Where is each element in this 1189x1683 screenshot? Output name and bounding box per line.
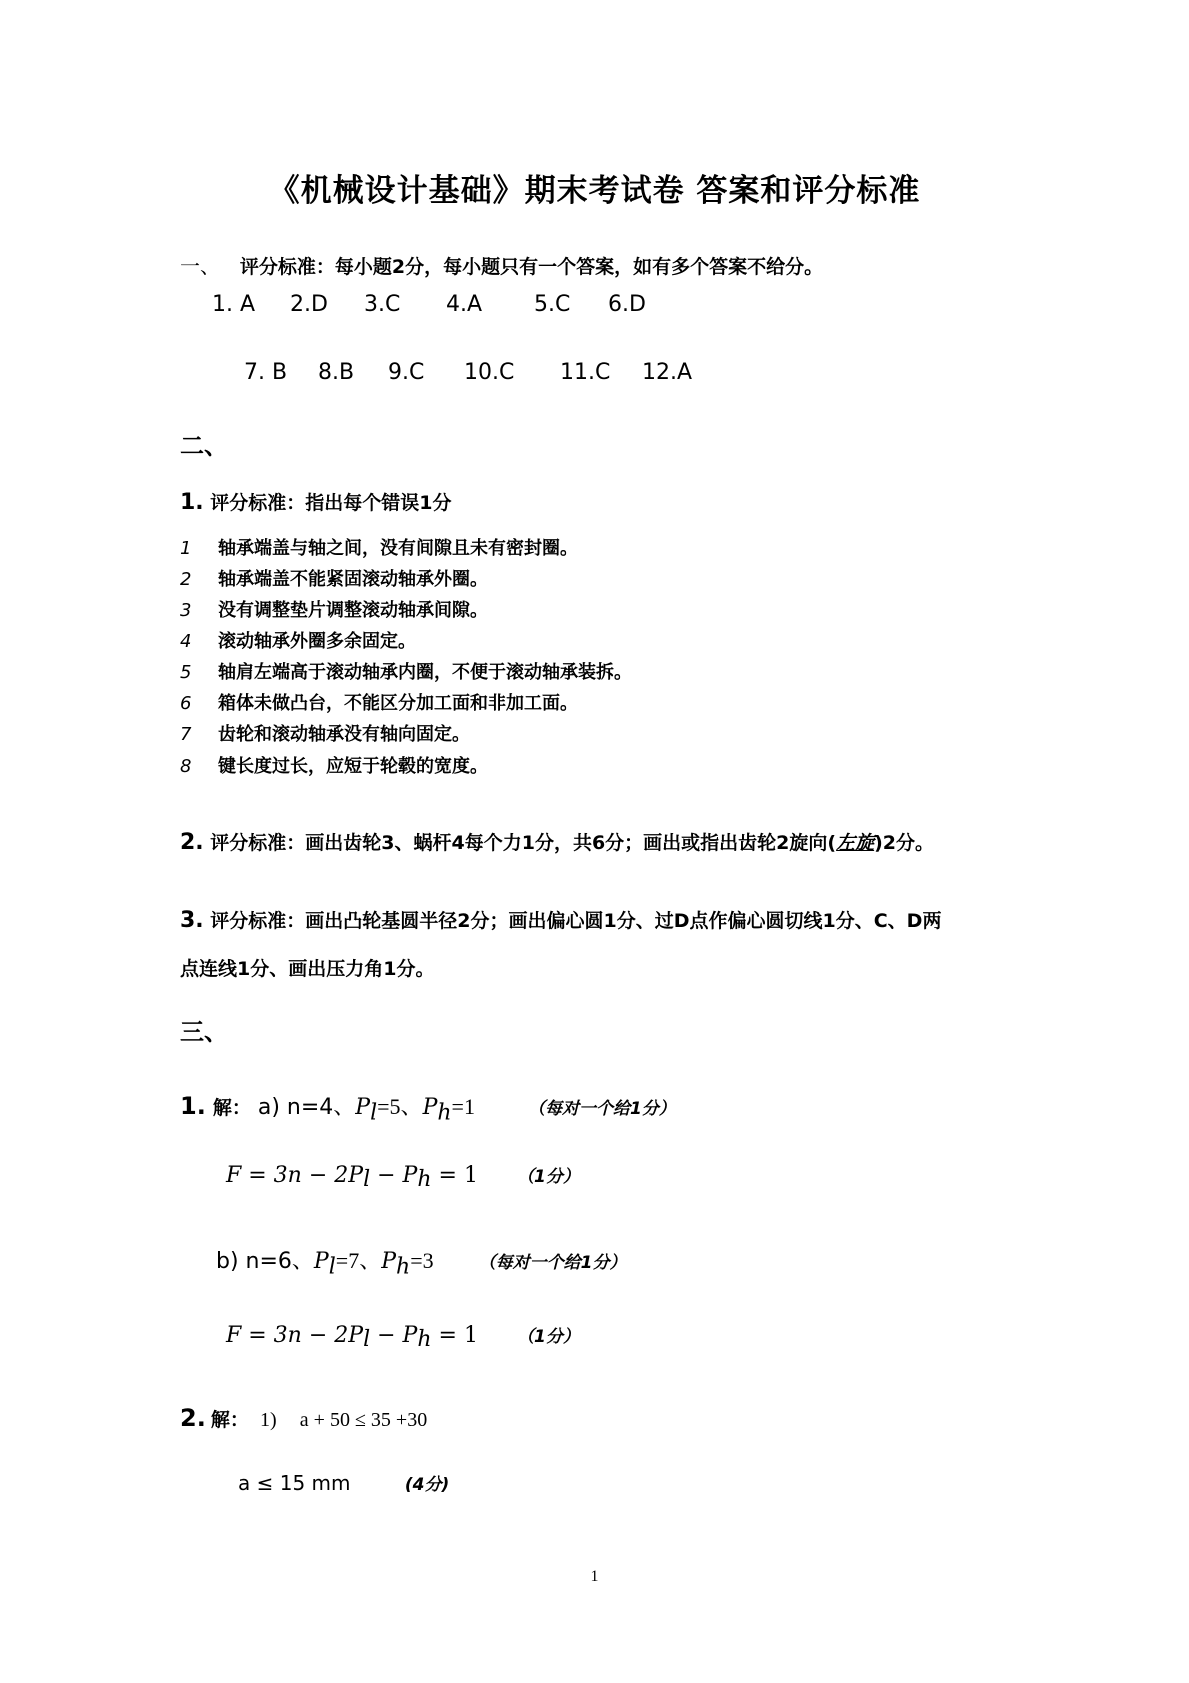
formula-a-sub-l: l [363, 1167, 371, 1193]
section3-q1-part-a [180, 1090, 676, 1125]
error-item-3-text: 没有调整垫片调整滚动轴承间隙。 [218, 600, 488, 621]
section3-q1-b-pl: =7、 [335, 1248, 382, 1273]
formula-a-note: （1分） [517, 1167, 580, 1187]
formula-b-sub-l: l [363, 1327, 371, 1353]
formula-b-sub-h: h [417, 1327, 432, 1353]
section3-q2-result-note: (4分) [404, 1475, 450, 1495]
formula-b-mid: − P [370, 1323, 418, 1348]
answer-9: 9.C [388, 360, 425, 385]
section2-q1-criteria-text: 评分标准：指出每个错误1分 [210, 492, 452, 514]
section2-q3-line1: 评分标准：画出凸轮基圆半径2分；画出偏心圆1分、过D点作偏心圆切线1分、C、D两 [210, 910, 942, 932]
formula-a-left: F = 3n − 2P [226, 1163, 364, 1188]
error-item-6 [180, 689, 578, 715]
section2-q3-criteria-line1 [180, 906, 941, 933]
error-item-8-number: 8 [180, 756, 192, 777]
error-item-1-number: 1 [180, 538, 192, 559]
section3-q2-number: 2. [180, 1404, 206, 1432]
section2-label: 二、 [180, 432, 228, 460]
section3-q1-a-note: （每对一个给1分） [527, 1099, 676, 1119]
symbol-pl-a: P [355, 1095, 371, 1120]
answer-10: 10.C [464, 360, 515, 385]
formula-b-note: （1分） [517, 1327, 580, 1347]
section2-q2-number: 2. [180, 830, 204, 855]
answer-row-1 [0, 292, 1189, 322]
subscript-h-a: h [437, 1100, 452, 1126]
section2-q1-number: 1. [180, 490, 204, 515]
error-item-3-number: 3 [180, 600, 192, 621]
error-item-2-text: 轴承端盖不能紧固滚动轴承外圈。 [218, 569, 488, 590]
answer-4: 4.A [446, 292, 483, 317]
section3-q2-step: 1) [260, 1409, 277, 1431]
section3-q2-inequality: a + 50 ≤ 35 +30 [299, 1409, 428, 1431]
symbol-ph-a: P [422, 1095, 438, 1120]
error-item-8 [180, 752, 488, 778]
error-item-2 [180, 565, 488, 591]
section2-q3-criteria-line2: 点连线1分、画出压力角1分。 [180, 958, 435, 980]
subscript-l-b: l [328, 1254, 336, 1280]
answer-2: 2.D [290, 292, 328, 317]
error-item-6-text: 箱体未做凸台，不能区分加工面和非加工面。 [218, 693, 578, 714]
section3-label: 三、 [180, 1018, 228, 1046]
error-item-8-text: 键长度过长，应短于轮毂的宽度。 [218, 756, 488, 777]
answer-row-2 [0, 360, 1189, 390]
page-title: 《机械设计基础》期末考试卷 答案和评分标准 [268, 173, 921, 209]
error-item-7-number: 7 [180, 724, 192, 745]
error-item-4 [180, 627, 416, 653]
error-item-3 [180, 596, 488, 622]
formula-b [226, 1322, 580, 1352]
section3-q1-a-ph: =1 [451, 1094, 475, 1119]
section1-header [180, 250, 823, 279]
section2-q3-number: 3. [180, 908, 204, 933]
error-item-5 [180, 658, 632, 684]
error-item-6-number: 6 [180, 693, 192, 714]
answer-7: 7. B [244, 360, 288, 385]
section3-q2 [180, 1404, 427, 1432]
answer-11: 11.C [560, 360, 611, 385]
formula-a [226, 1162, 580, 1192]
section2-q2-underlined: 左旋 [836, 832, 875, 854]
section2-q2-text-a: 评分标准：画出齿轮3、蜗杆4每个力1分，共6分；画出或指出齿轮2旋向( [210, 832, 837, 854]
formula-a-sub-h: h [417, 1167, 432, 1193]
error-item-5-text: 轴肩左端高于滚动轴承内圈，不便于滚动轴承装拆。 [218, 662, 632, 683]
section3-q1-b-prefix: b) n=6、 [216, 1249, 314, 1274]
answer-3: 3.C [364, 292, 401, 317]
formula-b-left: F = 3n − 2P [226, 1323, 364, 1348]
answer-5: 5.C [534, 292, 571, 317]
subscript-h-b: h [396, 1254, 411, 1280]
section3-q2-solve: 解： [210, 1409, 249, 1431]
section1-label: 一、 [180, 254, 220, 278]
symbol-ph-b: P [381, 1249, 397, 1274]
section3-q1-a-prefix: a) n=4、 [257, 1095, 356, 1120]
section2-q2-text-b: )2分。 [874, 832, 935, 854]
section2-q1-criteria [180, 488, 452, 515]
error-item-1 [180, 534, 578, 560]
section3-q1-number: 1. [180, 1092, 206, 1120]
section2-q2-criteria [180, 828, 934, 855]
section3-q1-b-note: （每对一个给1分） [478, 1253, 627, 1273]
error-item-2-number: 2 [180, 569, 192, 590]
formula-a-right: = 1 [431, 1163, 478, 1188]
error-item-5-number: 5 [180, 662, 192, 683]
symbol-pl-b: P [313, 1249, 329, 1274]
formula-b-right: = 1 [431, 1323, 478, 1348]
error-item-4-number: 4 [180, 631, 192, 652]
section3-q2-result [238, 1470, 449, 1495]
section3-q2-result-text: a ≤ 15 mm [238, 1471, 351, 1495]
answer-1: 1. A [212, 292, 256, 317]
subscript-l-a: l [370, 1100, 378, 1126]
error-item-7 [180, 720, 470, 746]
section3-q1-solve: 解： [212, 1097, 251, 1119]
error-item-4-text: 滚动轴承外圈多余固定。 [218, 631, 416, 652]
error-item-1-text: 轴承端盖与轴之间，没有间隙且未有密封圈。 [218, 538, 578, 559]
section3-q1-a-pl: =5、 [377, 1094, 423, 1119]
error-item-7-text: 齿轮和滚动轴承没有轴向固定。 [218, 724, 470, 745]
answer-12: 12.A [642, 360, 693, 385]
section1-criteria: 评分标准：每小题2分，每小题只有一个答案，如有多个答案不给分。 [239, 256, 824, 278]
section3-q1-b-ph: =3 [410, 1248, 434, 1273]
answer-6: 6.D [608, 292, 646, 317]
answer-8: 8.B [318, 360, 355, 385]
section3-q1-part-b [216, 1244, 626, 1279]
formula-a-mid: − P [370, 1163, 418, 1188]
page-number: 1 [590, 1568, 599, 1585]
